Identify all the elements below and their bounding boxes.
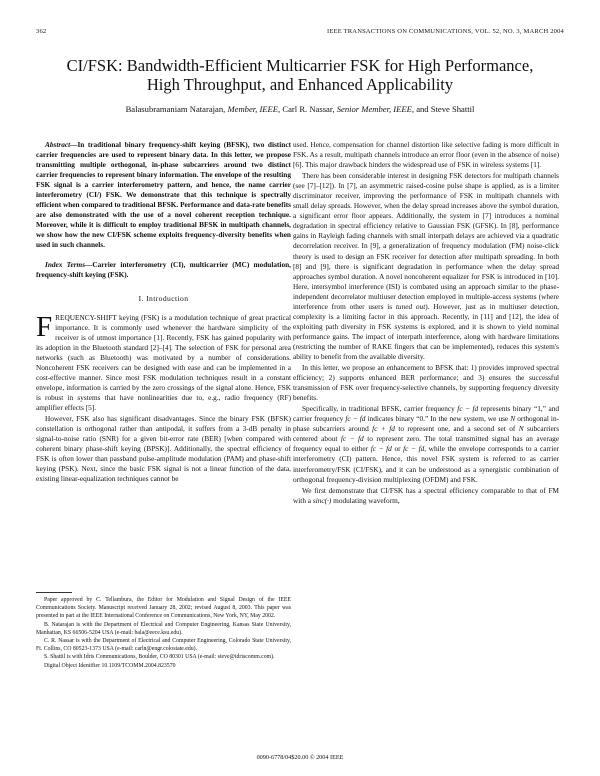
index-terms [36,260,291,280]
abstract-label: Abstract— [45,140,78,149]
sys-text-f: subcarriers centered about [293,424,560,444]
title-line-1: CI/FSK: Bandwidth-Efficient Multicarrier FSK for High Performance, [66,56,534,75]
footnote-rule [36,592,72,593]
intro-paragraph-1 [36,310,291,413]
math-sinc: sinc(·) [312,495,332,505]
paper-title [36,56,564,94]
author-1: Balasubramaniam Natarajan, [125,104,226,114]
footnote-author-3: S. Shattil is with Idris Communications, Boulder, CO 80301 USA (e-mail: steve@idriscomm.com). [44,654,275,661]
doi-line: Digital Object Identifier 10.1109/TCOMM.2004.823570 [44,662,176,669]
sys-text-i: , while the envelope corresponds to a carrier interferometry (CI) pattern. Hence, this novel FSK system is referred to as carrier interferometry/FSK (CI/FSK), and it can be understood as a synergistic combination of orthogonal frequency-division multiplexing (OFDM) and FSK. [293,444,560,484]
related-work-text-a: There has been considerable interest in designing FSK detectors for multipath channels (see [7]–[12]). In [7], an asymmetric raised-cosine pulse shape is applied, as is a limiter discriminator receiver, improving the performance of FSK in multipath channels with small delay spreads. However, when the delay spread increases above the symbol duration, a significant error floor appears. Additionally, the system in [7] introduces a nominal degradation in spectral efficiency relative to Gaussian FSK (GFSK). In [8], performance gains in Rayleigh fading channels with small interpath delays are achieved via a quadratic decorrelation receiver. In [9], a generalization of frequency modulation (FM) noise-click theory is used to design an FSK receiver for detection after multipath spreading. In both [8] and [9], there is significant degradation in performance when the delay spread approaches symbol duration. A novel noncoherent equalizer for FSK is introduced in [10]. Here, intersymbol interference (ISI) is combated using an approach similar to the phase-independent decorrelator multiuser detection employed in multiple-access systems (where interference from other users is [293,171,559,311]
sys-text-c: indicates binary “0.” In the new system, we use [367,414,509,424]
author-line [36,104,564,114]
author-1-role: Member, IEEE, [227,104,281,114]
footnote-author-1: B. Natarajan is with the Department of Electrical and Computer Engineering, Kansas State University, Manhattan, KS 66506-5204 USA (e-mail: bala@eece.ksu.edu). [36,621,291,636]
math-n-2: N [518,424,524,434]
math-fc-fd-3: fc − fd [340,434,364,444]
page-number: 362 [36,28,47,35]
footnote-author-2: C. R. Nassar is with the Department of Electrical and Computer Engineering, Colorado State University, Ft. Collins, CO 80523-1373 USA (e-mail: carln@engr.colostate.edu). [36,638,291,653]
author-2: Carl R. Nassar, [282,104,335,114]
intro-paragraph-2: However, FSK also has significant disadvantages. Since the binary FSK (BFSK) constellation is orthogonal rather than antipodal, it suffers from a 3-dB penalty in signal-to-noise ratio (SNR) for a given bit-error rate (BER) [when compared with coherent binary phase-shift keying (BPSK)]. Additionally, the spectral efficiency of FSK is often lower than passband pulse-amplitude modulation (PAM) and phase-shift keying (PSK). Next, since the basic FSK signal is not a linear function of the data, existing linear-equalization techniques cannot be [36,414,291,484]
math-fc-fd-2: fc − fd [345,414,366,424]
author-2-role: Senior Member, IEEE, [336,104,415,114]
math-fc-fd-4: fc − fd [370,444,392,454]
sys-text-e: to represent one, and a second set of [398,424,516,434]
index-terms-text: Carrier interferometry (CI), multicarrier (MC) modulation, frequency-shift keying (FSK). [36,259,291,279]
drop-cap: F [36,310,53,343]
section-heading: I. Introduction [138,293,189,303]
contribution-paragraph: In this letter, we propose an enhancement to BFSK that: 1) provides improved spectral efficiency; 2) supports enhanced BER performance; and 3) ensures the successful transmission of FSK over frequency-selective channels, by supporting frequency diversity benefits. [293,363,559,403]
author-3: and Steve Shattil [416,104,475,114]
footnote-approval: Paper approved by C. Tellambura, the Editor for Modulation and Signal Design of the IEEE Communications Society. Manuscript received January 28, 2002; revised August 8, 2003. This paper was presented in part at the IEEE International Conference on Communications, New York, NY, May 2002. [36,597,291,620]
intro-paragraph-1-text: REQUENCY-SHIFT keying (FSK) is a modulation technique of great practical importance. It is commonly used whenever the hardware simplicity of the receiver is of utmost importance [1]. Recently, FSK has gained popularity with its adoption in the Bluetooth standard [2]–[4]. The selection of FSK for personal area networks (such as Bluetooth) was motivated by a number of considerations. Noncoherent FSK receivers can be designed with ease and can be implemented in a cost-effective manner. Since most FSK modulation techniques result in a constant envelope, information is carried by the zero crossings of the signal alone. Hence, FSK is robust in systems that have nonlinearities due to, e.g., radio frequency (RF) amplifier effects [5]. [36,312,291,413]
math-n-1: N [510,414,516,424]
math-fc-fd-1: fc − fd [457,404,479,414]
index-terms-label: Index Terms— [45,259,93,269]
journal-citation: IEEE TRANSACTIONS ON COMMUNICATIONS, VOL. 52, NO. 3, MARCH 2004 [327,28,564,35]
tuned-out-emphasis: tuned out [395,301,426,311]
se-text-a: We first demonstrate that CI/FSK has a spectral efficiency comparable to that of FM with a [293,485,559,505]
sys-text-h: or [394,444,401,454]
sys-text-d: orthogonal in-phase subcarriers around [293,414,560,434]
related-work-text-b: ). However, just as in multiuser detection, complexity is a limiting factor in this approach. Recently, in [11] and [12], the idea of exploiting path diversity in FSK systems is explored, and it is shown to yield nominal performance gains. The impact of interpath interference, along with hardware limitations (restricting the number of RAKE fingers that can be implemented), reduces this system's ability to benefit from the available diversity. [293,301,559,361]
running-header [36,28,564,40]
sys-text-b: represents binary “1,” and carrier frequency [293,404,560,424]
spectral-efficiency-paragraph [293,486,559,506]
footnotes [36,596,291,670]
left-column [36,140,291,485]
abstract [36,140,291,251]
copyright-line: 0090-6778/04$20.00 © 2004 IEEE [256,754,344,761]
math-fc-fd-5: fc − fd [403,444,425,454]
abstract-text: In traditional binary frequency-shift keying (BFSK), two distinct carrier frequencies are used to represent binary data. In this letter, we propose transmitting multiple orthogonal, in-phase subcarriers around two distinct carrier frequencies to represent binary information. The envelope of the resulting FSK signal is a carrier interferometry pattern, and hence, the name carrier interferometry (CI/) FSK. We demonstrate that this technique is spectrally efficient when compared to traditional BFSK. Performance and data-rate benefits are also demonstrated with the use of a novel coherent reception technique. Moreover, while it is difficult to employ traditional BFSK in multipath channels, we show how the new CI/FSK scheme exploits frequency-diversity benefits when used in such channels. [36,140,291,250]
right-column [293,140,559,507]
continued-paragraph: used. Hence, compensation for channel distortion like selective fading is more difficult in FSK. As a result, multipath channels introduce an error floor (even in the absence of noise) [6]. This major drawback hinders the widespread use of FSK in wireless systems [1]. [293,140,559,170]
math-fc-plus-fd: fc + fd [372,424,395,434]
se-text-b: modulating waveform, [333,495,400,505]
sys-text-a: Specifically, in traditional BFSK, carrier frequency [302,404,455,414]
sys-text-g: to represent zero. The total transmitted signal has an average frequency equal to either [293,434,560,454]
related-work-paragraph [293,171,559,362]
title-line-2: High Throughput, and Enhanced Applicability [146,75,454,94]
system-description-paragraph [293,404,559,484]
